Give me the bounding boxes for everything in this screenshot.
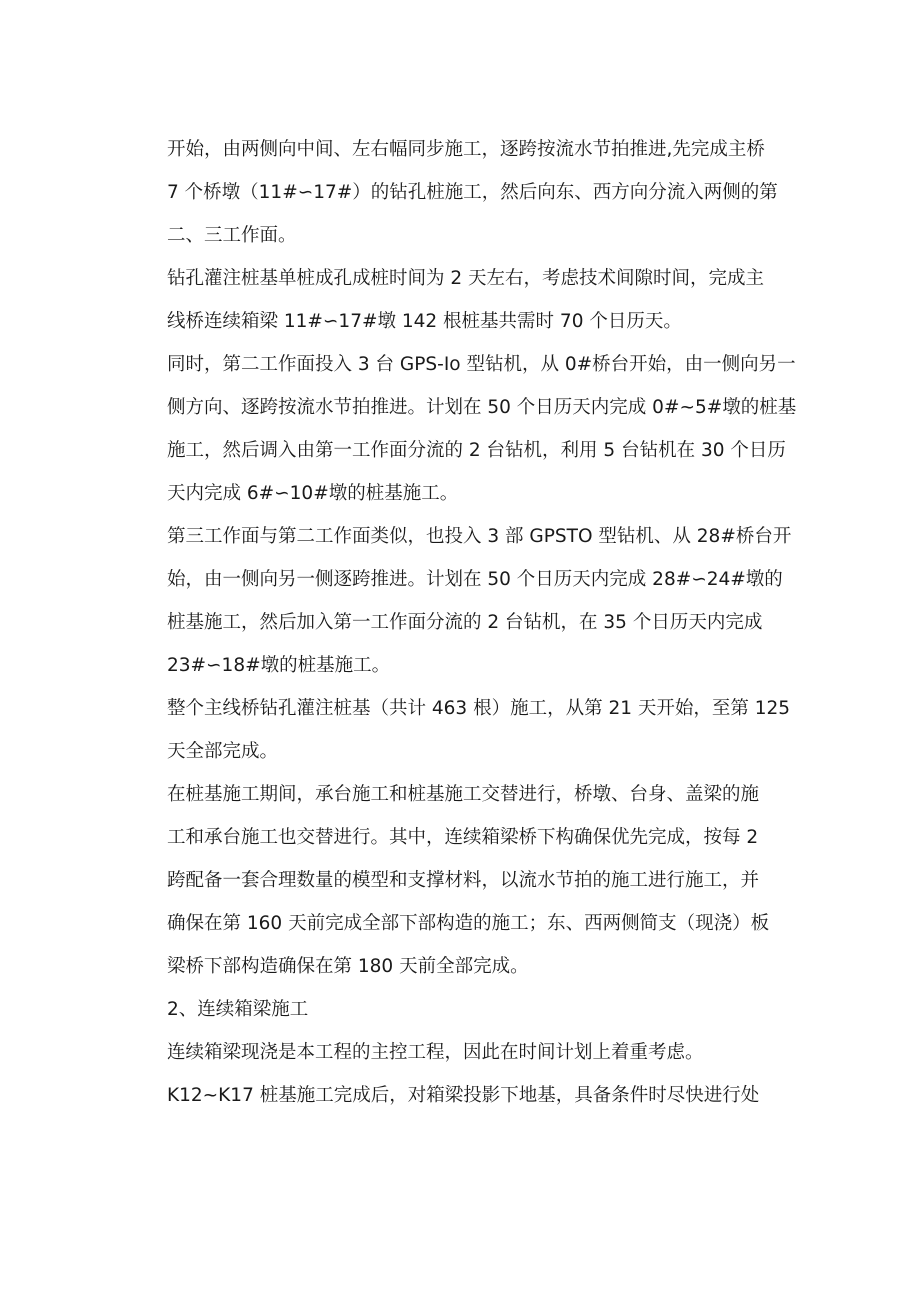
text-line: 钻孔灌注桩基单桩成孔成桩时间为 2 天左右，考虑技术间隙时间，完成主 [167, 268, 765, 289]
text-line: 同时，第二工作面投入 3 台 GPS-Io 型钻机，从 0#桥台开始，由一侧向另一 [167, 354, 796, 375]
text-line: 二、三工作面。 [167, 225, 297, 246]
document-body [167, 128, 847, 1117]
text-line: 在桩基施工期间，承台施工和桩基施工交替进行，桥墩、台身、盖梁的施 [167, 784, 760, 805]
text-line: 梁桥下部构造确保在第 180 天前全部完成。 [167, 956, 529, 977]
text-line: 第三工作面与第二工作面类似，也投入 3 部 GPSTO 型钻机、从 28#桥台开 [167, 526, 792, 547]
text-line: 工和承台施工也交替进行。其中，连续箱梁桥下构确保优先完成，按每 2 [167, 827, 759, 848]
text-line: 桩基施工，然后加入第一工作面分流的 2 台钻机，在 35 个日历天内完成 [167, 612, 763, 633]
text-line: 跨配备一套合理数量的模型和支撑材料，以流水节拍的施工进行施工，并 [167, 870, 760, 891]
text-line: 天全部完成。 [167, 741, 279, 762]
text-line: 线桥连续箱梁 11#∽17#墩 142 根桩基共需时 70 个日历天。 [167, 311, 682, 332]
text-line: 施工，然后调入由第一工作面分流的 2 台钻机，利用 5 台钻机在 30 个日历 [167, 440, 786, 461]
text-line: 7 个桥墩（11#∽17#）的钻孔桩施工，然后向东、西方向分流入两侧的第 [167, 182, 778, 203]
text-line: 始，由一侧向另一侧逐跨推进。计划在 50 个日历天内完成 28#∽24#墩的 [167, 569, 783, 590]
text-line: 天内完成 6#∽10#墩的桩基施工。 [167, 483, 459, 504]
text-line: 开始，由两侧向中间、左右幅同步施工，逐跨按流水节拍推进,先完成主桥 [167, 139, 765, 160]
text-line: 确保在第 160 天前完成全部下部构造的施工；东、西两侧简支（现浇）板 [167, 913, 770, 934]
section-heading: 2、连续箱梁施工 [167, 999, 309, 1020]
text-line: 侧方向、逐跨按流水节拍推进。计划在 50 个日历天内完成 0#~5#墩的桩基 [167, 397, 797, 418]
text-line: 连续箱梁现浇是本工程的主控工程，因此在时间计划上着重考虑。 [167, 1042, 704, 1063]
text-line: 整个主线桥钻孔灌注桩基（共计 463 根）施工，从第 21 天开始，至第 125 [167, 698, 791, 719]
text-line: 23#∽18#墩的桩基施工。 [167, 655, 391, 676]
text-line: K12~K17 桩基施工完成后，对箱梁投影下地基，具备条件时尽快进行处 [167, 1085, 760, 1106]
